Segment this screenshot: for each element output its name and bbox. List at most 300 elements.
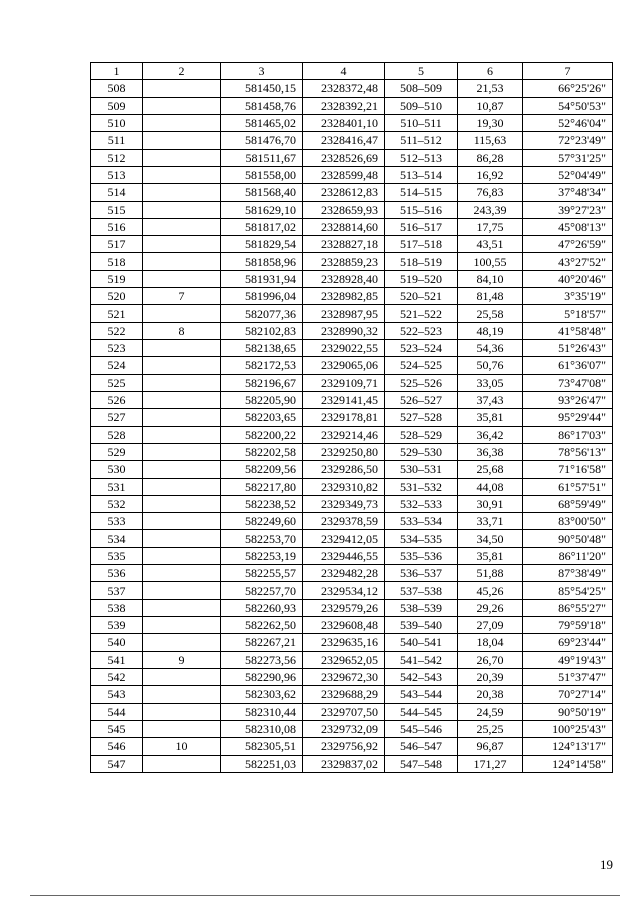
segment-cell: 529–530 bbox=[385, 443, 458, 460]
angle-cell: 39°27'23" bbox=[523, 201, 613, 218]
table-row bbox=[91, 80, 613, 97]
table-row bbox=[91, 236, 613, 253]
x-coordinate-cell: 582267,21 bbox=[221, 634, 303, 651]
point-number-cell: 546 bbox=[91, 738, 143, 755]
table-row bbox=[91, 703, 613, 720]
y-coordinate-cell: 2329837,02 bbox=[303, 755, 385, 772]
angle-cell: 71°16'58" bbox=[523, 461, 613, 478]
point-number-cell: 544 bbox=[91, 703, 143, 720]
length-cell: 17,75 bbox=[458, 218, 523, 235]
section-number-cell bbox=[143, 97, 221, 114]
column-header-1: 1 bbox=[91, 63, 143, 80]
section-number-cell bbox=[143, 184, 221, 201]
x-coordinate-cell: 582257,70 bbox=[221, 582, 303, 599]
angle-cell: 52°04'49" bbox=[523, 166, 613, 183]
x-coordinate-cell: 581568,40 bbox=[221, 184, 303, 201]
point-number-cell: 519 bbox=[91, 270, 143, 287]
segment-cell: 522–523 bbox=[385, 322, 458, 339]
angle-cell: 45°08'13" bbox=[523, 218, 613, 235]
segment-cell: 526–527 bbox=[385, 391, 458, 408]
y-coordinate-cell: 2329446,55 bbox=[303, 547, 385, 564]
table-row bbox=[91, 201, 613, 218]
y-coordinate-cell: 2328982,85 bbox=[303, 288, 385, 305]
x-coordinate-cell: 582196,67 bbox=[221, 374, 303, 391]
segment-cell: 532–533 bbox=[385, 495, 458, 512]
y-coordinate-cell: 2329579,26 bbox=[303, 599, 385, 616]
x-coordinate-cell: 581465,02 bbox=[221, 114, 303, 131]
table-row bbox=[91, 114, 613, 131]
section-number-cell: 9 bbox=[143, 651, 221, 668]
point-number-cell: 539 bbox=[91, 617, 143, 634]
angle-cell: 52°46'04" bbox=[523, 114, 613, 131]
length-cell: 45,26 bbox=[458, 582, 523, 599]
section-number-cell bbox=[143, 201, 221, 218]
section-number-cell bbox=[143, 166, 221, 183]
section-number-cell bbox=[143, 703, 221, 720]
point-number-cell: 524 bbox=[91, 357, 143, 374]
length-cell: 20,39 bbox=[458, 668, 523, 685]
point-number-cell: 536 bbox=[91, 565, 143, 582]
y-coordinate-cell: 2328416,47 bbox=[303, 132, 385, 149]
section-number-cell bbox=[143, 530, 221, 547]
column-header-5: 5 bbox=[385, 63, 458, 80]
angle-cell: 47°26'59" bbox=[523, 236, 613, 253]
x-coordinate-cell: 582209,56 bbox=[221, 461, 303, 478]
section-number-cell bbox=[143, 114, 221, 131]
coordinates-table bbox=[90, 62, 613, 773]
y-coordinate-cell: 2328859,23 bbox=[303, 253, 385, 270]
section-number-cell bbox=[143, 270, 221, 287]
section-number-cell: 8 bbox=[143, 322, 221, 339]
point-number-cell: 521 bbox=[91, 305, 143, 322]
length-cell: 44,08 bbox=[458, 478, 523, 495]
x-coordinate-cell: 581996,04 bbox=[221, 288, 303, 305]
length-cell: 50,76 bbox=[458, 357, 523, 374]
table-row bbox=[91, 253, 613, 270]
section-number-cell bbox=[143, 582, 221, 599]
y-coordinate-cell: 2329635,16 bbox=[303, 634, 385, 651]
point-number-cell: 541 bbox=[91, 651, 143, 668]
section-number-cell bbox=[143, 634, 221, 651]
section-number-cell bbox=[143, 374, 221, 391]
point-number-cell: 510 bbox=[91, 114, 143, 131]
point-number-cell: 535 bbox=[91, 547, 143, 564]
segment-cell: 535–536 bbox=[385, 547, 458, 564]
length-cell: 21,53 bbox=[458, 80, 523, 97]
segment-cell: 530–531 bbox=[385, 461, 458, 478]
y-coordinate-cell: 2328612,83 bbox=[303, 184, 385, 201]
segment-cell: 544–545 bbox=[385, 703, 458, 720]
point-number-cell: 538 bbox=[91, 599, 143, 616]
segment-cell: 515–516 bbox=[385, 201, 458, 218]
y-coordinate-cell: 2328814,60 bbox=[303, 218, 385, 235]
x-coordinate-cell: 581511,67 bbox=[221, 149, 303, 166]
length-cell: 100,55 bbox=[458, 253, 523, 270]
angle-cell: 66°25'26" bbox=[523, 80, 613, 97]
angle-cell: 85°54'25" bbox=[523, 582, 613, 599]
y-coordinate-cell: 2329672,30 bbox=[303, 668, 385, 685]
angle-cell: 73°47'08" bbox=[523, 374, 613, 391]
table-row bbox=[91, 668, 613, 685]
section-number-cell bbox=[143, 565, 221, 582]
x-coordinate-cell: 581629,10 bbox=[221, 201, 303, 218]
table-header-row bbox=[91, 63, 613, 80]
table-row bbox=[91, 305, 613, 322]
x-coordinate-cell: 582077,36 bbox=[221, 305, 303, 322]
y-coordinate-cell: 2329732,09 bbox=[303, 720, 385, 737]
angle-cell: 78°56'13" bbox=[523, 443, 613, 460]
segment-cell: 512–513 bbox=[385, 149, 458, 166]
section-number-cell: 7 bbox=[143, 288, 221, 305]
segment-cell: 546–547 bbox=[385, 738, 458, 755]
angle-cell: 68°59'49" bbox=[523, 495, 613, 512]
length-cell: 30,91 bbox=[458, 495, 523, 512]
angle-cell: 86°55'27" bbox=[523, 599, 613, 616]
table-row bbox=[91, 443, 613, 460]
segment-cell: 509–510 bbox=[385, 97, 458, 114]
y-coordinate-cell: 2328526,69 bbox=[303, 149, 385, 166]
y-coordinate-cell: 2328659,93 bbox=[303, 201, 385, 218]
angle-cell: 61°36'07" bbox=[523, 357, 613, 374]
table-row bbox=[91, 132, 613, 149]
table-row bbox=[91, 288, 613, 305]
x-coordinate-cell: 582249,60 bbox=[221, 513, 303, 530]
x-coordinate-cell: 582273,56 bbox=[221, 651, 303, 668]
angle-cell: 40°20'46" bbox=[523, 270, 613, 287]
table-row bbox=[91, 599, 613, 616]
table-row bbox=[91, 755, 613, 772]
table-row bbox=[91, 547, 613, 564]
y-coordinate-cell: 2329756,92 bbox=[303, 738, 385, 755]
table-row bbox=[91, 166, 613, 183]
table-row bbox=[91, 391, 613, 408]
table-row bbox=[91, 651, 613, 668]
table-row bbox=[91, 322, 613, 339]
x-coordinate-cell: 581458,76 bbox=[221, 97, 303, 114]
point-number-cell: 523 bbox=[91, 340, 143, 357]
point-number-cell: 513 bbox=[91, 166, 143, 183]
y-coordinate-cell: 2329065,06 bbox=[303, 357, 385, 374]
x-coordinate-cell: 582238,52 bbox=[221, 495, 303, 512]
angle-cell: 90°50'19" bbox=[523, 703, 613, 720]
section-number-cell bbox=[143, 149, 221, 166]
segment-cell: 543–544 bbox=[385, 686, 458, 703]
segment-cell: 538–539 bbox=[385, 599, 458, 616]
point-number-cell: 540 bbox=[91, 634, 143, 651]
table-row bbox=[91, 97, 613, 114]
x-coordinate-cell: 582202,58 bbox=[221, 443, 303, 460]
angle-cell: 3°35'19" bbox=[523, 288, 613, 305]
section-number-cell bbox=[143, 426, 221, 443]
length-cell: 19,30 bbox=[458, 114, 523, 131]
length-cell: 51,88 bbox=[458, 565, 523, 582]
segment-cell: 524–525 bbox=[385, 357, 458, 374]
x-coordinate-cell: 582290,96 bbox=[221, 668, 303, 685]
angle-cell: 72°23'49" bbox=[523, 132, 613, 149]
y-coordinate-cell: 2329109,71 bbox=[303, 374, 385, 391]
length-cell: 25,25 bbox=[458, 720, 523, 737]
section-number-cell bbox=[143, 357, 221, 374]
angle-cell: 93°26'47" bbox=[523, 391, 613, 408]
point-number-cell: 511 bbox=[91, 132, 143, 149]
segment-cell: 525–526 bbox=[385, 374, 458, 391]
length-cell: 20,38 bbox=[458, 686, 523, 703]
length-cell: 243,39 bbox=[458, 201, 523, 218]
angle-cell: 5°18'57" bbox=[523, 305, 613, 322]
column-header-7: 7 bbox=[523, 63, 613, 80]
section-number-cell bbox=[143, 668, 221, 685]
point-number-cell: 532 bbox=[91, 495, 143, 512]
angle-cell: 43°27'52" bbox=[523, 253, 613, 270]
y-coordinate-cell: 2328401,10 bbox=[303, 114, 385, 131]
length-cell: 26,70 bbox=[458, 651, 523, 668]
table-row bbox=[91, 513, 613, 530]
x-coordinate-cell: 582205,90 bbox=[221, 391, 303, 408]
table-row bbox=[91, 149, 613, 166]
length-cell: 43,51 bbox=[458, 236, 523, 253]
y-coordinate-cell: 2329214,46 bbox=[303, 426, 385, 443]
x-coordinate-cell: 582253,19 bbox=[221, 547, 303, 564]
segment-cell: 536–537 bbox=[385, 565, 458, 582]
point-number-cell: 525 bbox=[91, 374, 143, 391]
y-coordinate-cell: 2329412,05 bbox=[303, 530, 385, 547]
y-coordinate-cell: 2329310,82 bbox=[303, 478, 385, 495]
point-number-cell: 529 bbox=[91, 443, 143, 460]
segment-cell: 537–538 bbox=[385, 582, 458, 599]
length-cell: 36,38 bbox=[458, 443, 523, 460]
angle-cell: 79°59'18" bbox=[523, 617, 613, 634]
y-coordinate-cell: 2328990,32 bbox=[303, 322, 385, 339]
y-coordinate-cell: 2328372,48 bbox=[303, 80, 385, 97]
table-row bbox=[91, 565, 613, 582]
x-coordinate-cell: 581829,54 bbox=[221, 236, 303, 253]
point-number-cell: 517 bbox=[91, 236, 143, 253]
length-cell: 171,27 bbox=[458, 755, 523, 772]
table-row bbox=[91, 357, 613, 374]
section-number-cell bbox=[143, 495, 221, 512]
length-cell: 48,19 bbox=[458, 322, 523, 339]
table-row bbox=[91, 617, 613, 634]
x-coordinate-cell: 582172,53 bbox=[221, 357, 303, 374]
point-number-cell: 542 bbox=[91, 668, 143, 685]
point-number-cell: 522 bbox=[91, 322, 143, 339]
point-number-cell: 545 bbox=[91, 720, 143, 737]
angle-cell: 57°31'25" bbox=[523, 149, 613, 166]
table-row bbox=[91, 634, 613, 651]
length-cell: 29,26 bbox=[458, 599, 523, 616]
length-cell: 35,81 bbox=[458, 409, 523, 426]
column-header-2: 2 bbox=[143, 63, 221, 80]
length-cell: 96,87 bbox=[458, 738, 523, 755]
section-number-cell bbox=[143, 478, 221, 495]
length-cell: 84,10 bbox=[458, 270, 523, 287]
point-number-cell: 531 bbox=[91, 478, 143, 495]
section-number-cell bbox=[143, 409, 221, 426]
angle-cell: 95°29'44" bbox=[523, 409, 613, 426]
angle-cell: 37°48'34" bbox=[523, 184, 613, 201]
segment-cell: 527–528 bbox=[385, 409, 458, 426]
section-number-cell bbox=[143, 305, 221, 322]
point-number-cell: 534 bbox=[91, 530, 143, 547]
table-row bbox=[91, 720, 613, 737]
point-number-cell: 533 bbox=[91, 513, 143, 530]
x-coordinate-cell: 581858,96 bbox=[221, 253, 303, 270]
length-cell: 34,50 bbox=[458, 530, 523, 547]
x-coordinate-cell: 582310,44 bbox=[221, 703, 303, 720]
point-number-cell: 530 bbox=[91, 461, 143, 478]
segment-cell: 545–546 bbox=[385, 720, 458, 737]
length-cell: 115,63 bbox=[458, 132, 523, 149]
length-cell: 16,92 bbox=[458, 166, 523, 183]
segment-cell: 528–529 bbox=[385, 426, 458, 443]
segment-cell: 534–535 bbox=[385, 530, 458, 547]
section-number-cell bbox=[143, 218, 221, 235]
segment-cell: 523–524 bbox=[385, 340, 458, 357]
x-coordinate-cell: 582217,80 bbox=[221, 478, 303, 495]
page-number: 19 bbox=[600, 857, 613, 872]
y-coordinate-cell: 2329707,50 bbox=[303, 703, 385, 720]
point-number-cell: 515 bbox=[91, 201, 143, 218]
x-coordinate-cell: 582102,83 bbox=[221, 322, 303, 339]
point-number-cell: 512 bbox=[91, 149, 143, 166]
y-coordinate-cell: 2329022,55 bbox=[303, 340, 385, 357]
length-cell: 25,68 bbox=[458, 461, 523, 478]
point-number-cell: 518 bbox=[91, 253, 143, 270]
y-coordinate-cell: 2329608,48 bbox=[303, 617, 385, 634]
y-coordinate-cell: 2329141,45 bbox=[303, 391, 385, 408]
segment-cell: 547–548 bbox=[385, 755, 458, 772]
table-row bbox=[91, 495, 613, 512]
column-header-6: 6 bbox=[458, 63, 523, 80]
angle-cell: 54°50'53" bbox=[523, 97, 613, 114]
column-header-3: 3 bbox=[221, 63, 303, 80]
angle-cell: 41°58'48" bbox=[523, 322, 613, 339]
x-coordinate-cell: 582260,93 bbox=[221, 599, 303, 616]
y-coordinate-cell: 2329482,28 bbox=[303, 565, 385, 582]
section-number-cell bbox=[143, 253, 221, 270]
y-coordinate-cell: 2329250,80 bbox=[303, 443, 385, 460]
segment-cell: 510–511 bbox=[385, 114, 458, 131]
y-coordinate-cell: 2328928,40 bbox=[303, 270, 385, 287]
angle-cell: 86°11'20" bbox=[523, 547, 613, 564]
segment-cell: 513–514 bbox=[385, 166, 458, 183]
x-coordinate-cell: 582138,65 bbox=[221, 340, 303, 357]
length-cell: 81,48 bbox=[458, 288, 523, 305]
x-coordinate-cell: 582255,57 bbox=[221, 565, 303, 582]
y-coordinate-cell: 2329349,73 bbox=[303, 495, 385, 512]
segment-cell: 541–542 bbox=[385, 651, 458, 668]
length-cell: 36,42 bbox=[458, 426, 523, 443]
angle-cell: 90°50'48" bbox=[523, 530, 613, 547]
segment-cell: 533–534 bbox=[385, 513, 458, 530]
length-cell: 25,58 bbox=[458, 305, 523, 322]
section-number-cell bbox=[143, 617, 221, 634]
y-coordinate-cell: 2329286,50 bbox=[303, 461, 385, 478]
section-number-cell bbox=[143, 755, 221, 772]
y-coordinate-cell: 2329378,59 bbox=[303, 513, 385, 530]
section-number-cell bbox=[143, 461, 221, 478]
segment-cell: 514–515 bbox=[385, 184, 458, 201]
angle-cell: 87°38'49" bbox=[523, 565, 613, 582]
x-coordinate-cell: 582303,62 bbox=[221, 686, 303, 703]
section-number-cell bbox=[143, 80, 221, 97]
segment-cell: 520–521 bbox=[385, 288, 458, 305]
segment-cell: 539–540 bbox=[385, 617, 458, 634]
table-row bbox=[91, 340, 613, 357]
angle-cell: 83°00'50" bbox=[523, 513, 613, 530]
length-cell: 27,09 bbox=[458, 617, 523, 634]
segment-cell: 517–518 bbox=[385, 236, 458, 253]
length-cell: 33,71 bbox=[458, 513, 523, 530]
x-coordinate-cell: 581558,00 bbox=[221, 166, 303, 183]
point-number-cell: 514 bbox=[91, 184, 143, 201]
x-coordinate-cell: 582262,50 bbox=[221, 617, 303, 634]
segment-cell: 519–520 bbox=[385, 270, 458, 287]
y-coordinate-cell: 2329534,12 bbox=[303, 582, 385, 599]
y-coordinate-cell: 2328599,48 bbox=[303, 166, 385, 183]
y-coordinate-cell: 2329178,81 bbox=[303, 409, 385, 426]
table-row bbox=[91, 461, 613, 478]
length-cell: 86,28 bbox=[458, 149, 523, 166]
segment-cell: 518–519 bbox=[385, 253, 458, 270]
point-number-cell: 516 bbox=[91, 218, 143, 235]
section-number-cell bbox=[143, 686, 221, 703]
length-cell: 10,87 bbox=[458, 97, 523, 114]
x-coordinate-cell: 582305,51 bbox=[221, 738, 303, 755]
angle-cell: 124°13'17" bbox=[523, 738, 613, 755]
length-cell: 33,05 bbox=[458, 374, 523, 391]
point-number-cell: 520 bbox=[91, 288, 143, 305]
footer-rule bbox=[30, 895, 620, 896]
length-cell: 37,43 bbox=[458, 391, 523, 408]
x-coordinate-cell: 582251,03 bbox=[221, 755, 303, 772]
length-cell: 76,83 bbox=[458, 184, 523, 201]
point-number-cell: 526 bbox=[91, 391, 143, 408]
section-number-cell bbox=[143, 391, 221, 408]
point-number-cell: 547 bbox=[91, 755, 143, 772]
section-number-cell bbox=[143, 443, 221, 460]
table-row bbox=[91, 738, 613, 755]
segment-cell: 540–541 bbox=[385, 634, 458, 651]
angle-cell: 70°27'14" bbox=[523, 686, 613, 703]
point-number-cell: 508 bbox=[91, 80, 143, 97]
point-number-cell: 543 bbox=[91, 686, 143, 703]
table-row bbox=[91, 270, 613, 287]
x-coordinate-cell: 581476,70 bbox=[221, 132, 303, 149]
segment-cell: 511–512 bbox=[385, 132, 458, 149]
table-row bbox=[91, 184, 613, 201]
angle-cell: 124°14'58" bbox=[523, 755, 613, 772]
section-number-cell bbox=[143, 236, 221, 253]
y-coordinate-cell: 2329688,29 bbox=[303, 686, 385, 703]
table-row bbox=[91, 582, 613, 599]
y-coordinate-cell: 2329652,05 bbox=[303, 651, 385, 668]
table-row bbox=[91, 409, 613, 426]
section-number-cell bbox=[143, 340, 221, 357]
section-number-cell: 10 bbox=[143, 738, 221, 755]
angle-cell: 51°26'43" bbox=[523, 340, 613, 357]
section-number-cell bbox=[143, 513, 221, 530]
point-number-cell: 528 bbox=[91, 426, 143, 443]
point-number-cell: 527 bbox=[91, 409, 143, 426]
table-row bbox=[91, 218, 613, 235]
y-coordinate-cell: 2328987,95 bbox=[303, 305, 385, 322]
section-number-cell bbox=[143, 599, 221, 616]
segment-cell: 542–543 bbox=[385, 668, 458, 685]
section-number-cell bbox=[143, 132, 221, 149]
x-coordinate-cell: 581817,02 bbox=[221, 218, 303, 235]
y-coordinate-cell: 2328392,21 bbox=[303, 97, 385, 114]
